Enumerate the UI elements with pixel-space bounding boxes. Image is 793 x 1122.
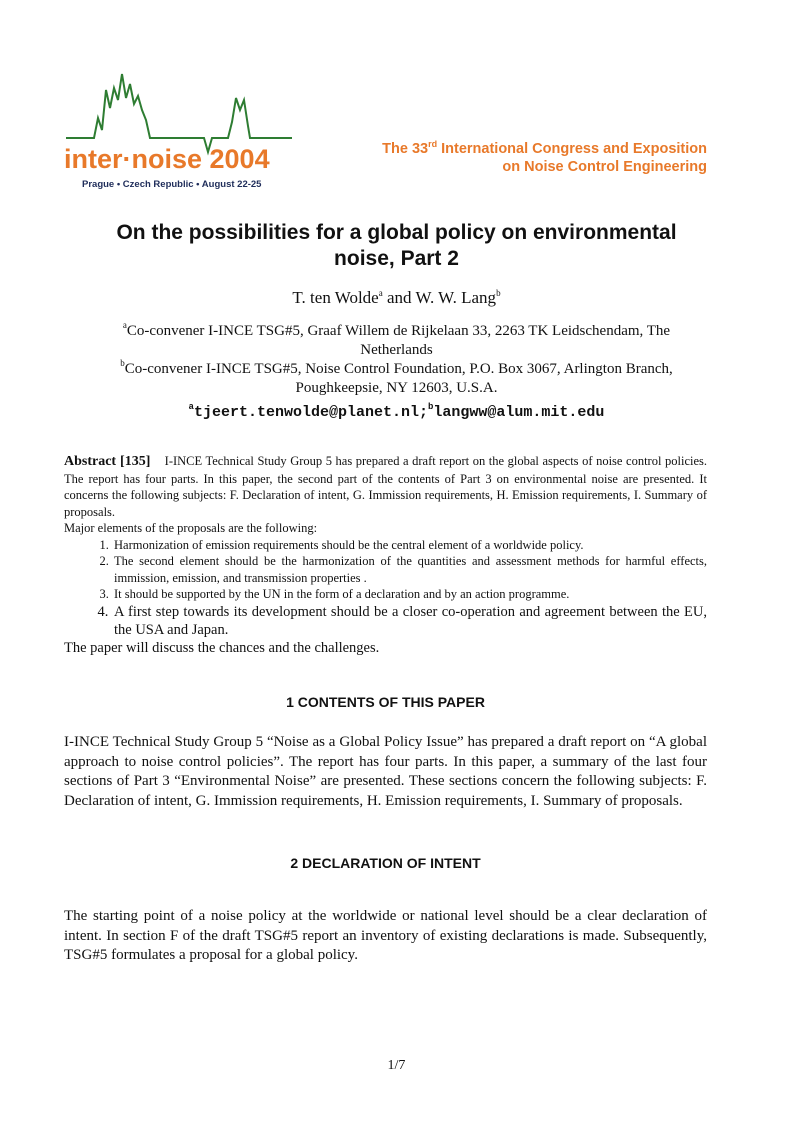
abstract [64, 453, 707, 657]
author-emails: $^a$tjeert.tenwolde@planet.nl;$^b$langww@alum.mit.edu [188, 402, 605, 421]
abstract-intro: Major elements of the proposals are the following: [64, 521, 318, 535]
conference-title-line1: The 33rd International Congress and Exposition [382, 139, 707, 157]
affiliations: $^a$Co-convener I-INCE TSG#5, Graaf Willem de Rijkelaan 33, 2263 TK Leidschendam, The Netherlands $^b$Co-convener I-INCE TSG#5, Noise Control Foundation, P.O. Box 3067, Arlington Branch, Poughkeepsie, NY 12603, U.S.A. [70, 322, 723, 398]
email-link-a[interactable]: tjeert.tenwolde@planet.nl; [193, 404, 428, 421]
author-2: W. W. Lang [415, 288, 497, 307]
affiliation-a: $^a$Co-convener I-INCE TSG#5, Graaf Willem de Rijkelaan 33, 2263 TK Leidschendam, The [122, 320, 671, 339]
section-heading-1: 1 CONTENTS OF THIS PAPER [286, 694, 485, 710]
abstract-paragraph: Abstract [135] I-INCE Technical Study Group 5 has prepared a draft report on the global aspects of noise control policies. The report has four parts. In this paper, the second part of the contents of Part 3 on environmental noise are presented. It concerns the following subjects: F. Declaration of intent, G. Immission requirements, H. Emission requirements, I. Summary of proposals. [64, 454, 708, 519]
logo-tagline: Prague • Czech Republic • August 22-25 [82, 179, 262, 190]
skyline-graphic [64, 70, 294, 192]
section-heading-2: 2 DECLARATION OF INTENT [290, 855, 481, 871]
list-item: 2. The second element should be the harmonization of the quantities and assessment methods for harmful effects, immission, emission, and transmission properties . [112, 553, 707, 586]
conference-title-line2: on Noise Control Engineering [502, 159, 707, 175]
list-item: 4. A first step towards its development should be a closer co-operation and agreement between the EU, the USA and Japan. [112, 603, 707, 639]
abstract-label: Abstract [135] [64, 454, 151, 469]
logo-wordmark: inter·noise 2004 [64, 144, 270, 174]
abstract-closing: The paper will discuss the chances and the challenges. [64, 639, 380, 656]
author-1: T. ten Wolde [292, 288, 379, 307]
abstract-list [64, 537, 707, 639]
authors: T. ten Wolde$^a$ and W. W. Lang$^b$ [292, 288, 501, 307]
paper-title: On the possibilities for a global policy on environmental noise, Part 2 [116, 221, 677, 270]
list-item: 3. It should be supported by the UN in the form of a declaration and by an action programme. [112, 586, 707, 603]
email-link-b[interactable]: langww@alum.mit.edu [433, 404, 605, 421]
section-2-text: The starting point of a noise policy at the worldwide or national level should be a clear declaration of intent. In section F of the draft TSG#5 report an inventory of existing declarations is made. Subsequently, TSG#5 formulates a proposal for a global policy. [64, 908, 707, 963]
conference-title [287, 140, 707, 176]
section-1-text: I-INCE Technical Study Group 5 “Noise as a Global Policy Issue” has prepared a draft report on “A global approach to noise control policies”. The report has four parts. In this paper, a summary of the last four sections of Part 3 “Environmental Noise” are presented. These sections concern the following subjects: F. Declaration of intent, G. Immission requirements, H. Emission requirements, I. Summary of proposals. [64, 734, 707, 809]
conference-logo [64, 70, 294, 192]
affiliation-b: $^b$Co-convener I-INCE TSG#5, Noise Control Foundation, P.O. Box 3067, Arlington Branch, [120, 358, 673, 377]
page-number: 1/7 [387, 1058, 406, 1073]
list-item: 1. Harmonization of emission requirements should be the central element of a worldwide policy. [112, 537, 707, 554]
